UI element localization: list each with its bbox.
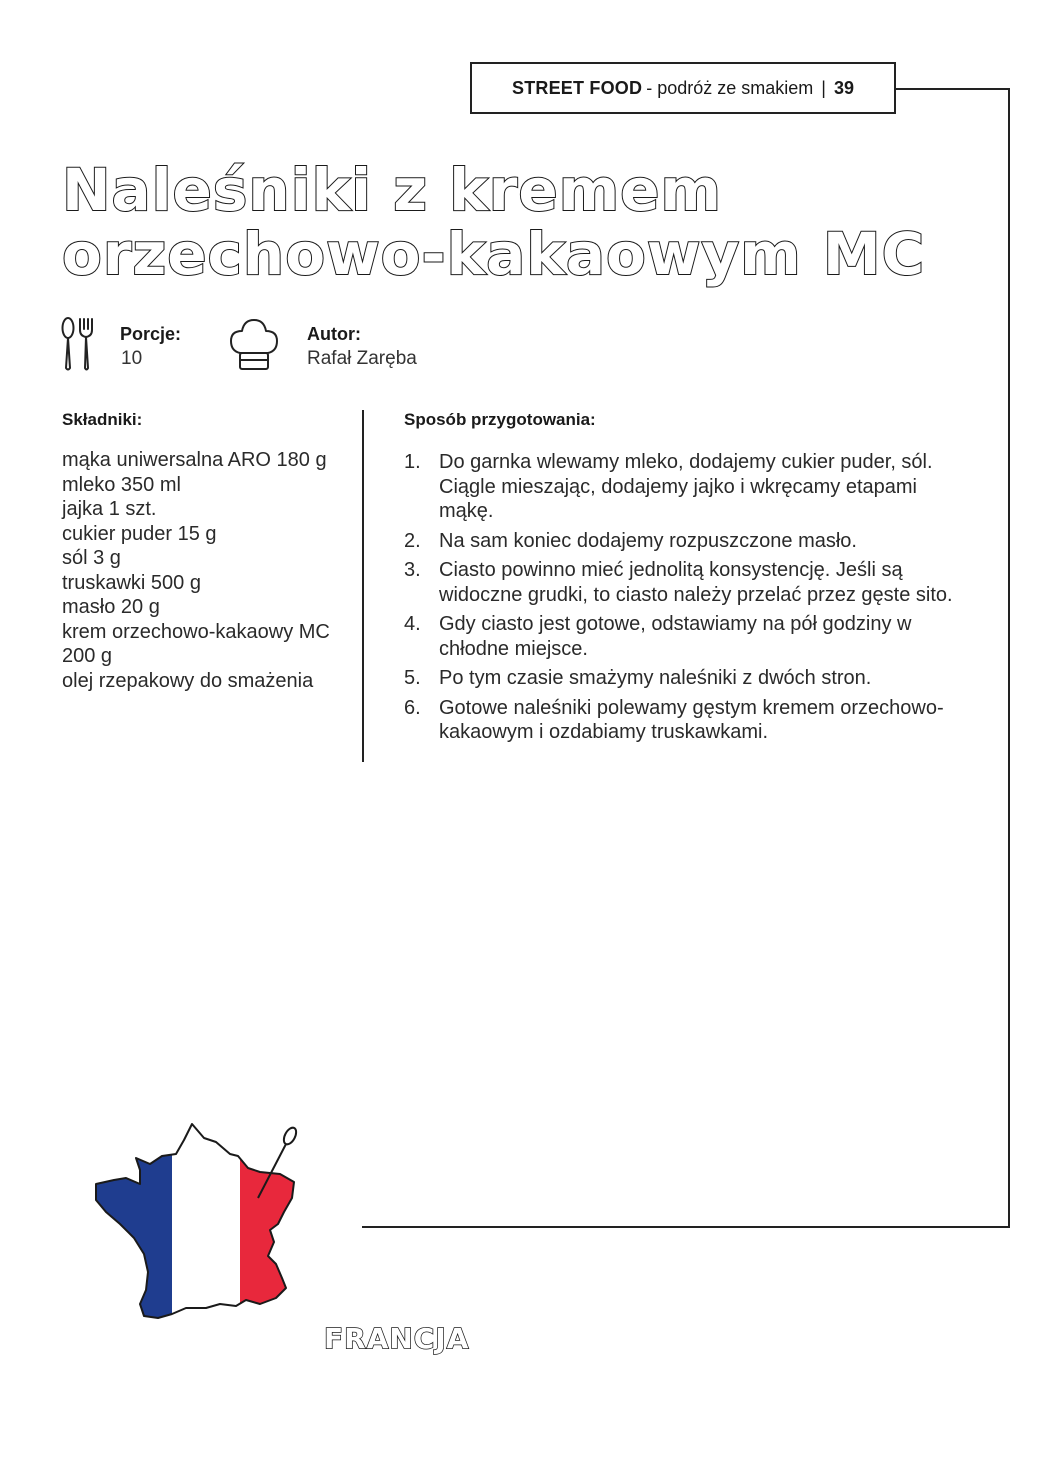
list-item: mąka uniwersalna ARO 180 g <box>62 449 327 471</box>
recipe-title <box>62 158 925 286</box>
author-label: Autor: <box>307 324 361 344</box>
frame-top-line <box>896 88 1010 90</box>
list-item: jajka 1 szt. <box>62 498 157 520</box>
list-item: masło 20 g <box>62 596 160 618</box>
list-item: krem orzechowo-kakaowy MC 200 g <box>62 620 330 667</box>
list-item: olej rzepakowy do smażenia <box>62 669 314 692</box>
step-number: 1. <box>404 451 421 473</box>
step-text: Gdy ciasto jest gotowe, odstawiamy na pół godziny w chłodne miejsce. <box>439 613 912 660</box>
flag-blue-stripe <box>88 1120 172 1330</box>
flag-white-stripe <box>172 1120 240 1330</box>
list-item <box>404 666 964 691</box>
portions-value: 10 <box>121 348 143 369</box>
cutlery-icon <box>58 316 96 372</box>
step-number: 4. <box>404 613 421 635</box>
step-text: Ciasto powinno mieć jednolitą konsystencję. Jeśli są widoczne grudki, to ciasto należy przelać przez gęste sito. <box>439 559 953 606</box>
list-item <box>404 450 964 524</box>
author-value: Rafał Zaręba <box>307 348 417 369</box>
list-item <box>404 558 964 607</box>
step-number: 6. <box>404 696 421 719</box>
flag-red-stripe <box>240 1120 318 1330</box>
step-text: Gotowe naleśniki polewamy gęstym kremem orzechowo-kakaowym i ozdabiamy truskawkami. <box>439 696 944 743</box>
list-item <box>404 529 964 554</box>
recipe-title-line-2: orzechowo-kakaowym MC <box>62 220 926 288</box>
step-text: Na sam koniec dodajemy rozpuszczone masło. <box>439 529 857 552</box>
country-name: FRANCJA <box>324 1322 470 1355</box>
step-number: 3. <box>404 559 421 581</box>
list-item: mleko 350 ml <box>62 473 181 496</box>
header-separator: | <box>821 77 826 98</box>
frame-right-line <box>1008 88 1010 1228</box>
chef-hat-icon <box>228 317 280 373</box>
step-number: 2. <box>404 529 421 552</box>
list-item: truskawki 500 g <box>62 571 201 594</box>
list-item <box>404 696 964 745</box>
steps-list <box>404 450 964 750</box>
list-item: sól 3 g <box>62 547 121 569</box>
list-item: cukier puder 15 g <box>62 522 217 545</box>
france-map-icon <box>88 1120 318 1330</box>
list-item <box>404 612 964 661</box>
column-divider <box>362 410 364 762</box>
step-text: Po tym czasie smażymy naleśniki z dwóch stron. <box>439 667 872 689</box>
header-brand: STREET FOOD <box>512 77 643 98</box>
steps-heading: Sposób przygotowania: <box>404 410 596 429</box>
frame-bottom-line <box>362 1226 1010 1228</box>
page-number: 39 <box>833 77 854 98</box>
portions-label: Porcje: <box>120 324 182 344</box>
step-text: Do garnka wlewamy mleko, dodajemy cukier puder, sól. Ciągle mieszając, dodajemy jajko i wkręcamy etapami mąkę. <box>439 451 933 522</box>
recipe-title-line-1: Naleśniki z kremem <box>62 156 722 224</box>
ingredients-heading: Składniki: <box>62 410 143 429</box>
header-subtitle: - podróż ze smakiem <box>646 77 814 98</box>
ingredients-list <box>62 448 357 693</box>
step-number: 5. <box>404 667 421 689</box>
running-header <box>470 62 896 114</box>
